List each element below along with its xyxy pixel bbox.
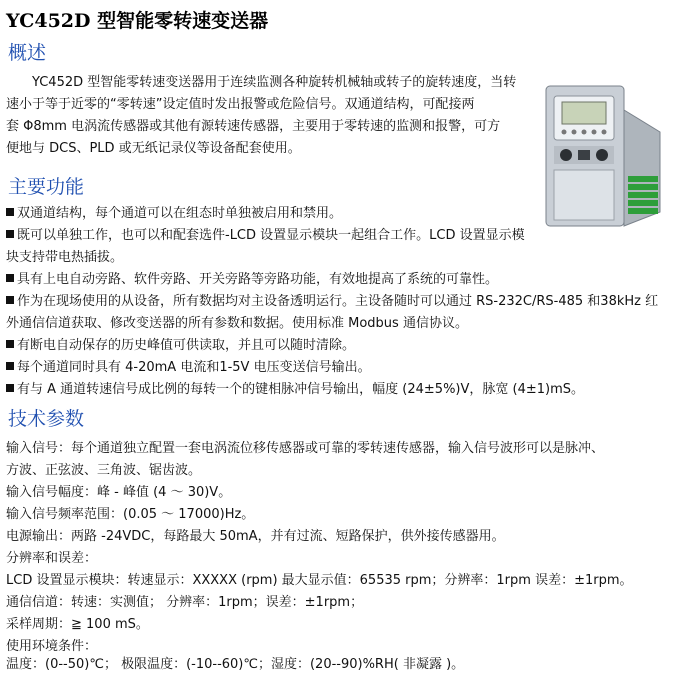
spec-line: 方波、正弦波、三角波、锯齿波。 [6, 463, 202, 478]
overview-line: 速小于等于近零的“零转速”设定值时发出报警或危险信号。双通道结构，可配接两 [6, 97, 475, 112]
function-item-text: 具有上电自动旁路、软件旁路、开关旁路等旁路功能，有效地提高了系统的可靠性。 [17, 272, 499, 287]
function-item [6, 379, 584, 401]
spec-line: 通信信道：转速：实测值； 分辨率：1rpm；误差：±1rpm； [6, 595, 364, 610]
section-heading-overview: 概述 [8, 42, 47, 64]
spec-line: 分辨率和误差： [6, 551, 98, 566]
spec-line: 电源输出：两路 -24VDC，每路最大 50mA，并有过流、短路保护，供外接传感器用。 [6, 529, 505, 544]
function-item-text: 双通道结构，每个通道可以在组态时单独被启用和禁用。 [17, 206, 343, 221]
spec-line: 输入信号频率范围：(0.05 ～ 17000)Hz。 [6, 507, 255, 522]
function-item [6, 269, 498, 291]
device-image [528, 80, 678, 230]
overview-line: 套 Φ8mm 电涡流传感器或其他有源转速传感器，主要用于零转速的监测和报警，可方 [6, 119, 501, 134]
function-item-text: 有断电自动保存的历史峰值可供读取，并且可以随时清除。 [17, 338, 356, 353]
spec-line: 输入信号：每个通道独立配置一套电涡流位移传感器或可靠的零转速传感器，输入信号波形可以是脉冲、 [6, 441, 605, 456]
function-item [6, 291, 658, 313]
function-item [6, 357, 371, 379]
function-item [6, 203, 342, 225]
function-item [6, 335, 355, 357]
function-item-text: 作为在现场使用的从设备，所有数据均对主设备透明运行。主设备随时可以通过 RS-232C/RS-485 和38kHz 红 [17, 294, 659, 309]
section-heading-functions: 主要功能 [8, 176, 85, 198]
spec-line: 使用环境条件： [6, 639, 98, 654]
function-item-continuation: 外通信信道获取、修改变送器的所有参数和数据。使用标准 Modbus 通信协议。 [6, 316, 468, 331]
page-title: YC452D 型智能零转速变送器 [6, 10, 269, 32]
overview-line: YC452D 型智能零转速变送器用于连续监测各种旋转机械轴或转子的旋转速度，当转 [32, 75, 517, 90]
spec-line: LCD 设置显示模块：转速显示：XXXXX (rpm) 最大显示值：65535 rpm；分辨率：1rpm 误差：±1rpm。 [6, 573, 633, 588]
function-item-text: 既可以单独工作，也可以和配套选件-LCD 设置显示模块一起组合工作。LCD 设置显示模 [17, 228, 525, 243]
spec-line: 采样周期：≧ 100 mS。 [6, 617, 149, 632]
function-item-text: 有与 A 通道转速信号成比例的每转一个的键相脉冲信号输出，幅度 (24±5%)V，脉宽 (4±1)mS。 [17, 382, 585, 397]
section-heading-specs: 技术参数 [8, 408, 85, 430]
overview-line: 便地与 DCS、PLD 或无纸记录仪等设备配套使用。 [6, 141, 301, 156]
spec-line: 输入信号幅度：峰 - 峰值 (4 ～ 30)V。 [6, 485, 232, 500]
function-item-text: 每个通道同时具有 4-20mA 电流和1-5V 电压变送信号输出。 [17, 360, 371, 375]
function-item-continuation: 块支持带电热插拔。 [6, 250, 124, 265]
function-item [6, 225, 525, 247]
spec-line: 温度：(0--50)℃； 极限温度：(-10--60)℃；湿度：(20--90)%RH( 非凝露 )。 [6, 657, 465, 672]
